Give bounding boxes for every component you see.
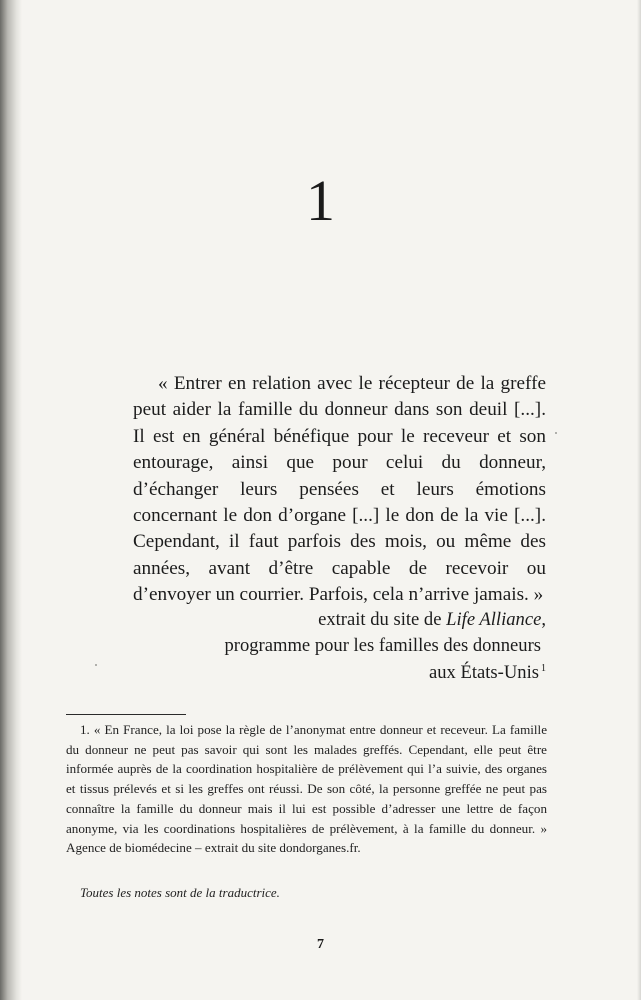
page-number: 7 [317,937,324,952]
attribution-line-3 [133,660,546,686]
attribution-line-2: programme pour les familles des donneurs [224,635,541,657]
translator-note: Toutes les notes sont de la traductrice. [80,885,280,900]
attribution-prefix: extrait du site de [318,609,447,630]
footnote-text: 1. « En France, la loi pose la règle de l’anonymat entre donneur et receveur. La famille du donneur ne peut pas savoir qui sont les malades greffés. Cependant, elle peut être informée auprès de la coordination hospitalière de prélèvement qui l’a suivie, des organes et tissus prélevés et si les greffes ont réussi. De son côté, la personne greffée ne peut pas connaître la famille du donneur mais il lui est possible d’adresser une lettre de façon anonyme, via les coordinations hospitalières de prélèvement, à la famille du donneur. » Agence de biomédecine – extrait du site dondorganes.fr. [66,722,547,856]
paper-speck [95,664,97,666]
footnote-reference: 1 [541,662,546,674]
footnote [66,720,547,858]
chapter-number: 1 [306,168,335,233]
paper-speck [555,432,557,434]
epigraph [133,371,546,609]
attribution-suffix: , [541,609,546,630]
spine-shadow [0,0,22,1000]
epigraph-text: « Entrer en relation avec le récepteur de la greffe peut aider la famille du donneur dans son deuil [...]. Il est en général bénéfique pour le receveur et son entourage, ainsi que pour celui du donneur, d’échanger leurs pensées et leurs émotions concernant le don d’organe [...] le don de la vie [...]. Cependant, il faut parfois des mois, ou même des années, avant d’être capable de recevoir ou d’envoyer un courrier. Parfois, cela n’arrive jamais. » [133,373,546,606]
attribution-line-1 [133,607,546,633]
attribution-country: aux États-Unis [429,661,539,683]
attribution-source: Life Alliance [446,609,542,630]
page-edge [637,0,641,1000]
footnote-separator [66,714,186,715]
epigraph-attribution [133,607,546,686]
